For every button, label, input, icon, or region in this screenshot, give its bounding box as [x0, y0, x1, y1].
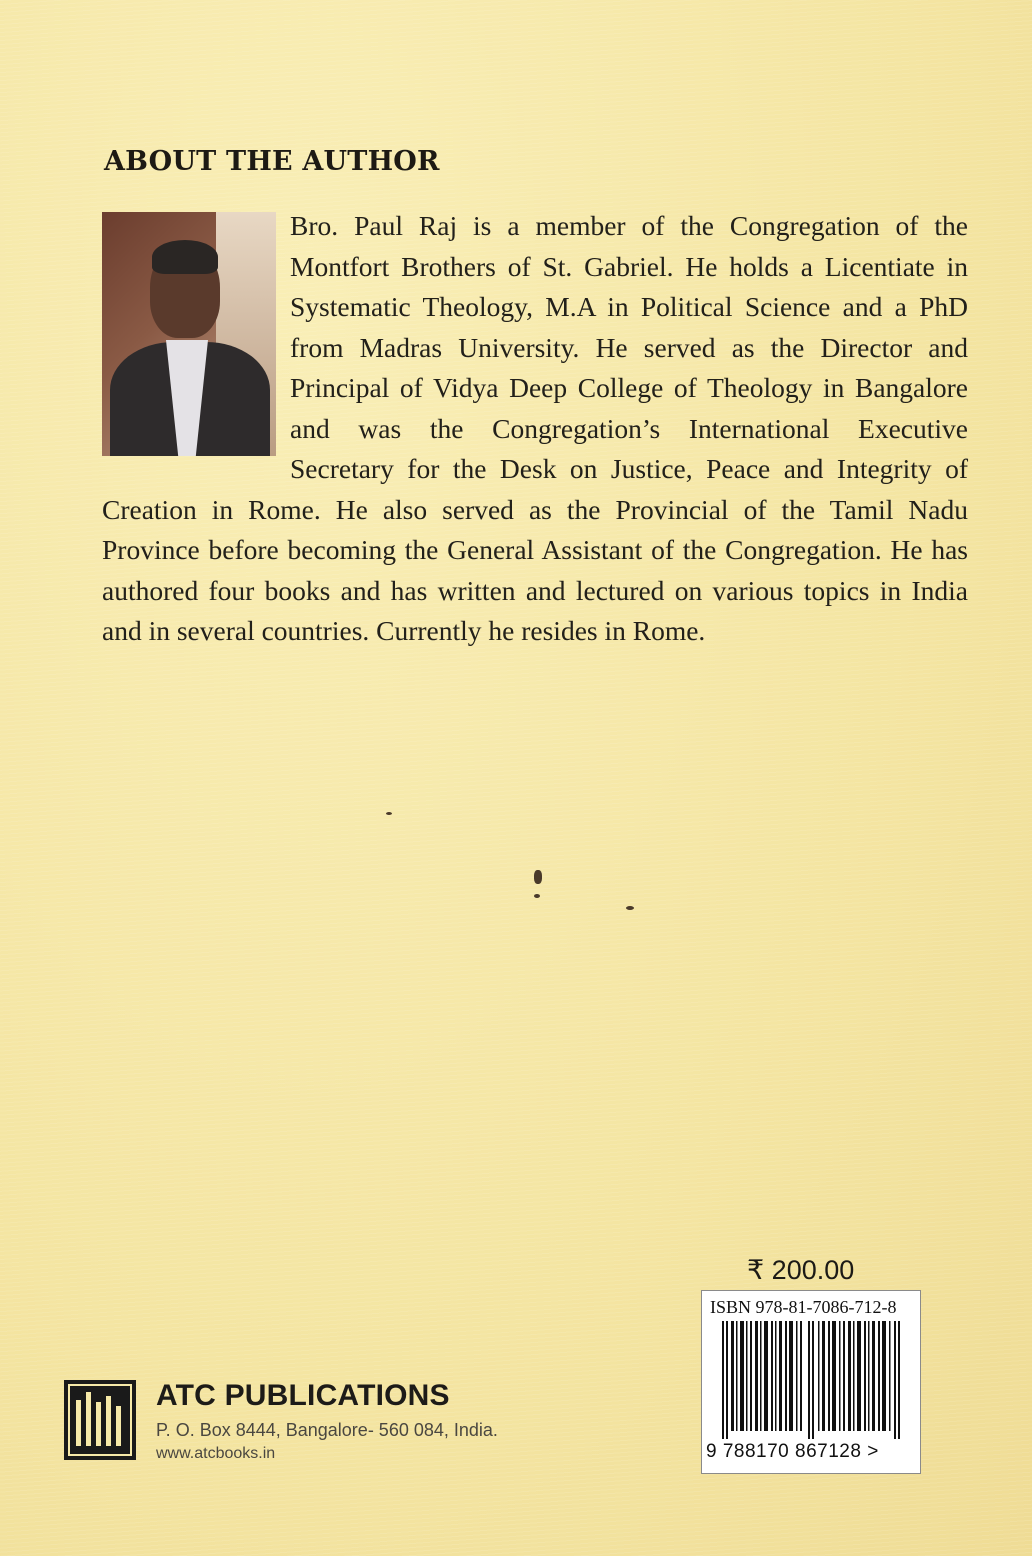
price-label: ₹ 200.00 [747, 1255, 855, 1285]
publisher-website: www.atcbooks.in [156, 1445, 276, 1462]
publisher-name: ATC PUBLICATIONS [156, 1379, 450, 1412]
author-bio [102, 206, 968, 652]
isbn-barcode [701, 1290, 921, 1474]
author-photo [102, 212, 276, 456]
barcode-bars [722, 1321, 902, 1439]
atc-logo-icon [64, 1380, 136, 1460]
author-bio-text: Bro. Paul Raj is a member of the Congregation of the Montfort Brothers of St. Gabriel. He holds a Licentiate in Systematic Theology, M.A in Political Science and a PhD from Madras University. He served as the Director and Principal of Vidya Deep College of Theology in Bangalore and was the Congregation’s International Executive Secretary for the Desk on Justice, Peace and Integrity of Creation in Rome. He also served as the Provincial of the Tamil Nadu Province before becoming the General Assistant of the Congregation. He has authored four books and has written and lectured on various topics in India and in several countries. Currently he resides in Rome. [102, 210, 968, 646]
barcode-number: 9 788170 867128 > [706, 1441, 879, 1462]
section-heading: ABOUT THE AUTHOR [104, 146, 440, 177]
isbn-label: ISBN 978-81-7086-712-8 [710, 1297, 897, 1317]
publisher-address: P. O. Box 8444, Bangalore- 560 084, India. [156, 1420, 498, 1440]
